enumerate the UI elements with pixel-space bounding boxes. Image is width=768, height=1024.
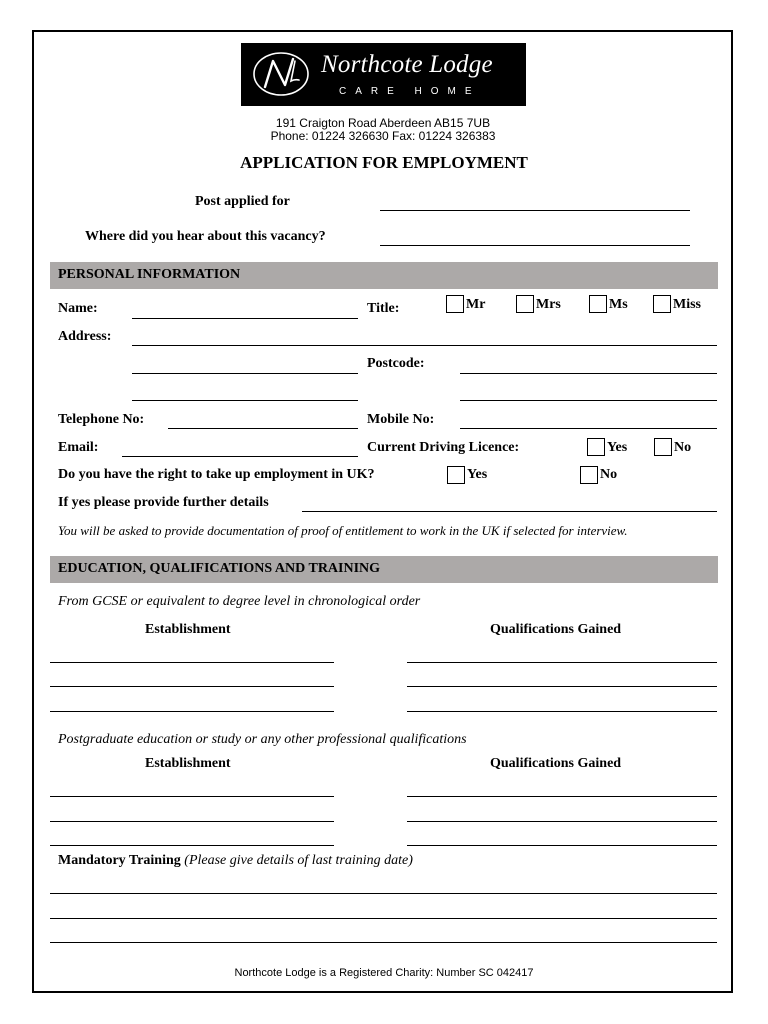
- post-applied-label: Post applied for: [195, 194, 290, 209]
- email-label: Email:: [58, 440, 99, 455]
- postgrad-qualification-field-1[interactable]: [407, 796, 717, 797]
- address-line-2: Phone: 01224 326630 Fax: 01224 326383: [270, 129, 496, 143]
- postcode-field-2[interactable]: [460, 400, 717, 401]
- education-header: [50, 556, 718, 583]
- postgrad-establishment-field-1[interactable]: [50, 796, 334, 797]
- right-no-label: No: [600, 467, 618, 482]
- title-ms-label: Ms: [609, 297, 628, 312]
- address-field-1[interactable]: [132, 345, 717, 346]
- education-intro: From GCSE or equivalent to degree level in chronological order: [58, 594, 421, 609]
- mandatory-training-field-1[interactable]: [50, 893, 717, 894]
- establishment-header: Establishment: [145, 622, 231, 637]
- mandatory-training-field-3[interactable]: [50, 942, 717, 943]
- form-title: APPLICATION FOR EMPLOYMENT: [240, 153, 528, 172]
- mandatory-training-label: Mandatory Training: [58, 853, 181, 868]
- driving-yes-label: Yes: [607, 440, 628, 455]
- title-ms-checkbox[interactable]: [589, 295, 607, 313]
- right-yes-label: Yes: [467, 467, 488, 482]
- further-details-label: If yes please provide further details: [58, 495, 269, 510]
- postgrad-intro: Postgraduate education or study or any other professional qualifications: [58, 732, 467, 747]
- personal-info-heading: PERSONAL INFORMATION: [58, 267, 241, 282]
- postgrad-establishment-field-3[interactable]: [50, 845, 334, 846]
- address-line-1: 191 Craigton Road Aberdeen AB15 7UB: [275, 116, 491, 130]
- vacancy-source-label: Where did you hear about this vacancy?: [85, 229, 326, 244]
- logo: [241, 43, 526, 106]
- education-heading: EDUCATION, QUALIFICATIONS AND TRAINING: [58, 561, 381, 576]
- postcode-label: Postcode:: [367, 356, 425, 371]
- telephone-label: Telephone No:: [58, 412, 145, 427]
- entitlement-note: You will be asked to provide documentation of proof of entitlement to work in the UK if selected for interview.: [58, 523, 628, 538]
- name-label: Name:: [58, 301, 98, 316]
- driving-no-checkbox[interactable]: [654, 438, 672, 456]
- charity-footer: Northcote Lodge is a Registered Charity: Number SC 042417: [234, 967, 534, 979]
- title-miss-label: Miss: [673, 297, 701, 312]
- monogram-icon: [251, 49, 311, 99]
- address-field-3[interactable]: [132, 400, 358, 401]
- right-to-work-label: Do you have the right to take up employment in UK?: [58, 467, 375, 482]
- establishment-field-3[interactable]: [50, 711, 334, 712]
- establishment-field-2[interactable]: [50, 686, 334, 687]
- postgrad-establishment-field-2[interactable]: [50, 821, 334, 822]
- qualification-field-2[interactable]: [407, 686, 717, 687]
- driving-licence-label: Current Driving Licence:: [367, 440, 520, 455]
- right-no-checkbox[interactable]: [580, 466, 598, 484]
- telephone-field[interactable]: [168, 428, 358, 429]
- email-field[interactable]: [122, 456, 358, 457]
- mobile-label: Mobile No:: [367, 412, 435, 427]
- mandatory-training-field-2[interactable]: [50, 918, 717, 919]
- postgrad-qualification-field-3[interactable]: [407, 845, 717, 846]
- name-field[interactable]: [132, 318, 358, 319]
- mandatory-training: [58, 853, 413, 869]
- postcode-field[interactable]: [460, 373, 717, 374]
- establishment-field-1[interactable]: [50, 662, 334, 663]
- title-mrs-label: Mrs: [536, 297, 561, 312]
- qualifications-header: Qualifications Gained: [490, 622, 622, 637]
- driving-no-label: No: [674, 440, 692, 455]
- logo-name: Northcote Lodge: [321, 51, 493, 78]
- right-yes-checkbox[interactable]: [447, 466, 465, 484]
- postgrad-qualification-field-2[interactable]: [407, 821, 717, 822]
- mobile-field[interactable]: [460, 428, 717, 429]
- address-label: Address:: [58, 329, 112, 344]
- qualification-field-3[interactable]: [407, 711, 717, 712]
- title-mr-checkbox[interactable]: [446, 295, 464, 313]
- address-field-2[interactable]: [132, 373, 358, 374]
- qualification-field-1[interactable]: [407, 662, 717, 663]
- title-mrs-checkbox[interactable]: [516, 295, 534, 313]
- post-applied-field[interactable]: [380, 210, 690, 211]
- personal-info-header: [50, 262, 718, 289]
- vacancy-source-field[interactable]: [380, 245, 690, 246]
- title-miss-checkbox[interactable]: [653, 295, 671, 313]
- qualifications-header-2: Qualifications Gained: [490, 756, 622, 771]
- mandatory-training-note: (Please give details of last training date): [184, 853, 413, 868]
- title-mr-label: Mr: [466, 297, 486, 312]
- logo-subtitle: CARE HOME: [339, 86, 481, 97]
- title-label: Title:: [367, 301, 400, 316]
- establishment-header-2: Establishment: [145, 756, 231, 771]
- further-details-field[interactable]: [302, 511, 717, 512]
- driving-yes-checkbox[interactable]: [587, 438, 605, 456]
